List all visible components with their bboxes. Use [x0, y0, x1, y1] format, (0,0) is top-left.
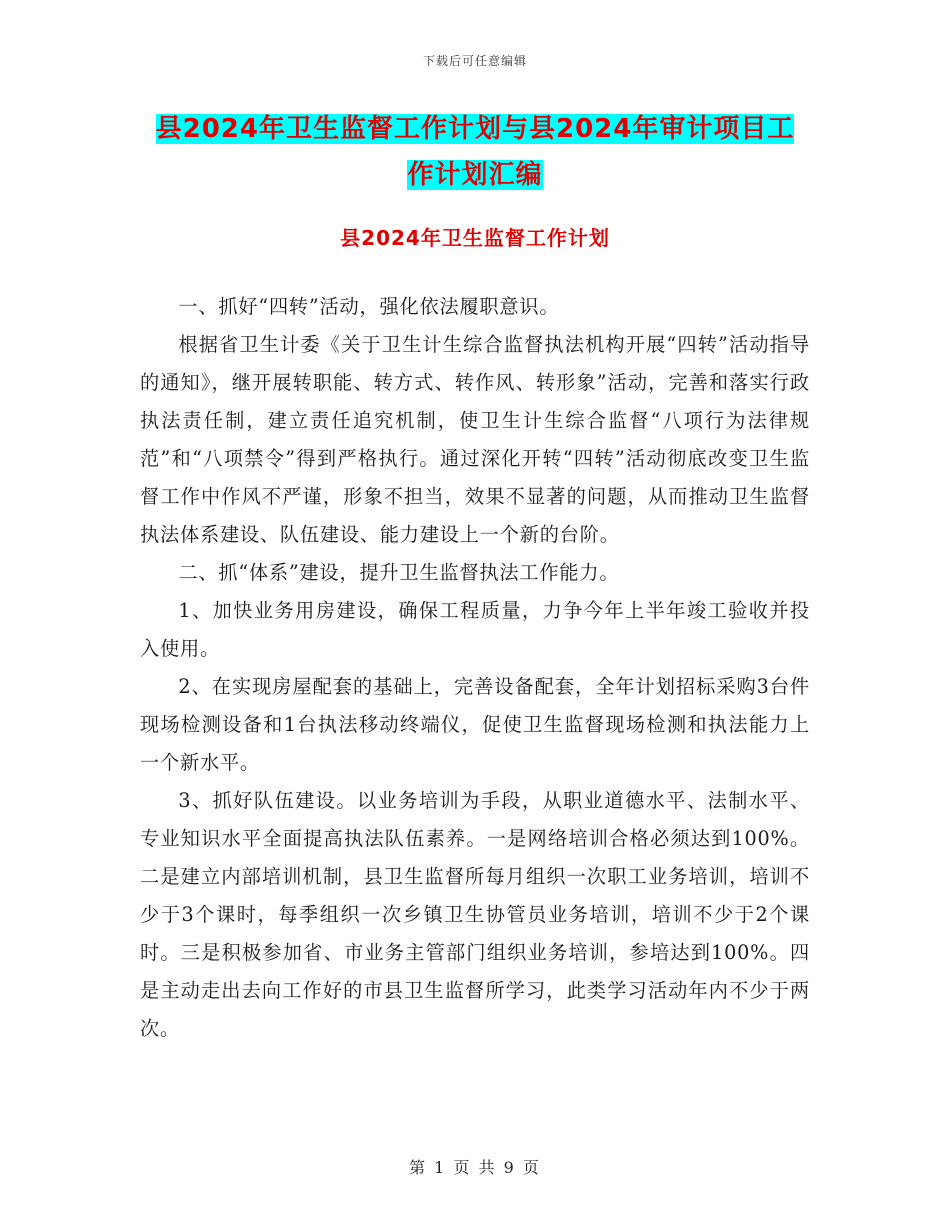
- document-title: [140, 106, 810, 198]
- paragraph: 2、在实现房屋配套的基础上，完善设备配套，全年计划招标采购3台件现场检测设备和1台执法移动终端仪，促使卫生监督现场检测和执法能力上一个新水平。: [140, 675, 810, 774]
- paragraph: 3、抓好队伍建设。以业务培训为手段，从职业道德水平、法制水平、专业知识水平全面提高执法队伍素养。一是网络培训合格必须达到100%。二是建立内部培训机制，县卫生监督所每月组织一次职工业务培训，培训不少于3个课时，每季组织一次乡镇卫生协管员业务培训，培训不少于2个课时。三是积极参加省、市业务主管部门组织业务培训，参培达到100%。四是主动走出去向工作好的市县卫生监督所学习，此类学习活动年内不少于两次。: [140, 789, 810, 1040]
- header-note: 下载后可任意编辑: [422, 54, 527, 68]
- paragraph: 根据省卫生计委《关于卫生计生综合监督执法机构开展“四转”活动指导的通知》，继开展转职能、转方式、转作风、转形象”活动，完善和落实行政执法责任制，建立责任追究机制，使卫生计生综合监督“八项行为法律规范”和“八项禁令”得到严格执行。通过深化开转“四转”活动彻底改变卫生监督工作中作风不严谨，形象不担当，效果不显著的问题，从而推动卫生监督执法体系建设、队伍建设、能力建设上一个新的台阶。: [140, 333, 810, 546]
- page-number: 第 1 页 共 9 页: [409, 1158, 541, 1177]
- paragraph: 一、抓好“四转”活动，强化依法履职意识。: [178, 295, 560, 318]
- body-text: [140, 288, 810, 1048]
- title-line-1: 县2024年卫生监督工作计划与县2024年审计项目工: [155, 114, 795, 144]
- section-title: 县2024年卫生监督工作计划: [340, 226, 610, 250]
- paragraph: 二、抓“体系”建设，提升卫生监督执法工作能力。: [178, 561, 620, 584]
- paragraph: 1、加快业务用房建设，确保工程质量，力争今年上半年竣工验收并投入使用。: [140, 599, 810, 660]
- title-line-2: 作计划汇编: [407, 160, 543, 190]
